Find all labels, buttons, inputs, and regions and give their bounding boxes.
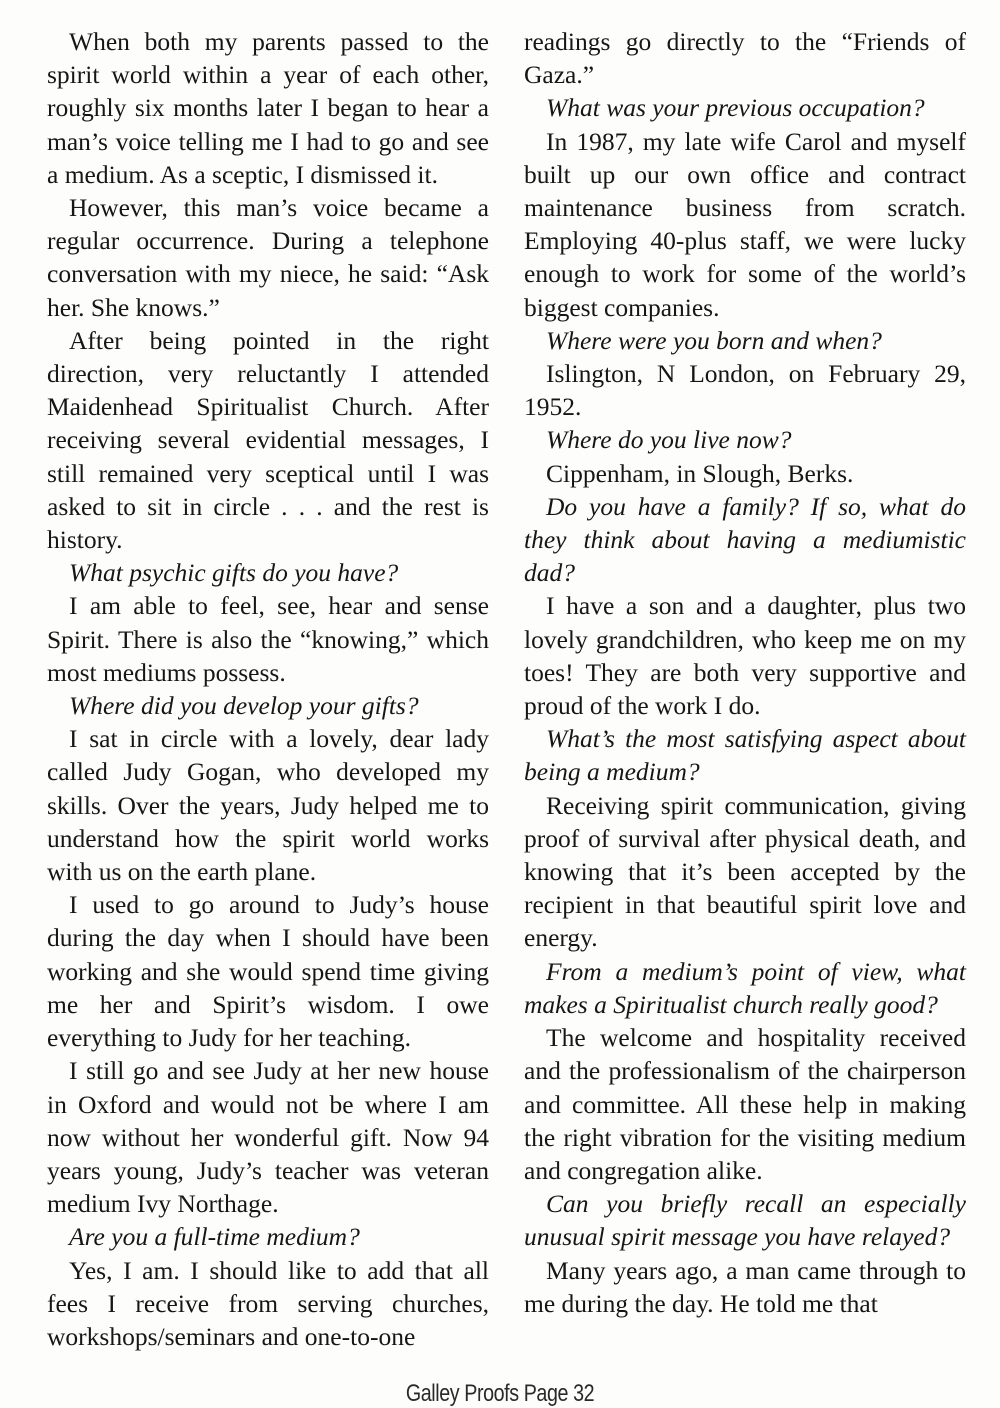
question-live-now: Where do you live now? [546,425,792,455]
answer-develop-gifts: I sat in circle with a lovely, dear lady called Judy Gogan, who developed my skills. Over the years, Judy helped me to understand how the spirit world works with us on the earth plane. [47,724,489,887]
question-family: Do you have a family? If so, what do they think about having a mediumistic dad? [524,491,966,588]
paragraph-mans-voice: However, this man’s voice became a regular occurrence. During a telephone conversation with my niece, he said: “Ask her. She knows.” [47,193,489,322]
question-unusual-message: Can you briefly recall an especially unusual spirit message you have relayed? [524,1189,966,1252]
paragraph-maidenhead-church: After being pointed in the right direction, very reluctantly I attended Maidenhead Spiritualist Church. After receiving several evidential messages, I still remained very sceptical until I was asked to sit in circle . . . and the rest is history. [47,325,489,555]
question-previous-occupation: What was your previous occupation? [546,93,925,123]
paragraph-parents-passing: When both my parents passed to the spirit world within a year of each other, roughly six months later I began to hear a man’s voice telling me I had to go and see a medium. As a sceptic, I dismissed it. [47,27,489,189]
left-column [47,25,489,1353]
answer-born: Islington, N London, on February 29, 1952. [524,359,966,422]
answer-full-time-medium: Yes, I am. I should like to add that all fees I receive from serving churches, workshops/seminars and one-to-one [47,1255,489,1351]
paragraph-friends-of-gaza: readings go directly to the “Friends of Gaza.” [524,27,966,90]
answer-most-satisfying: Receiving spirit communication, giving proof of survival after physical death, and knowing that it’s been accepted by the recipient in that beautiful spirit love and energy. [524,790,966,953]
question-born: Where were you born and when? [546,325,882,355]
question-full-time-medium: Are you a full-time medium? [69,1222,360,1252]
answer-live-now: Cippenham, in Slough, Berks. [546,458,854,488]
right-column [524,25,966,1320]
question-psychic-gifts: What psychic gifts do you have? [69,558,399,588]
answer-psychic-gifts: I am able to feel, see, hear and sense Spirit. There is also the “knowing,” which most mediums possess. [47,591,489,687]
question-develop-gifts: Where did you develop your gifts? [69,691,419,721]
answer-family: I have a son and a daughter, plus two lovely grandchildren, who keep me on my toes! They are both very supportive and proud of the work I do. [524,591,966,721]
paragraph-judys-house: I used to go around to Judy’s house during the day when I should have been working and she would spend time giving me her and Spirit’s wisdom. I owe everything to Judy for her teaching. [47,890,489,1053]
answer-unusual-message: Many years ago, a man came through to me during the day. He told me that [524,1255,966,1318]
answer-good-church: The welcome and hospitality received and the professionalism of the chairperson and committee. All these help in making the right vibration for the visiting medium and congregation alike. [524,1023,966,1185]
paragraph-judy-oxford: I still go and see Judy at her new house in Oxford and would not be where I am now without her wonderful gift. Now 94 years young, Judy’s teacher was veteran medium Ivy Northage. [47,1056,489,1219]
question-most-satisfying: What’s the most satisfying aspect about being a medium? [524,724,966,787]
answer-previous-occupation: In 1987, my late wife Carol and myself built up our own office and contract maintenance business from scratch. Employing 40-plus staff, we were lucky enough to work for some of the world’s biggest companies. [524,126,966,322]
page-footer: Galley Proofs Page 32 [405,1380,595,1407]
question-good-church: From a medium’s point of view, what makes a Spiritualist church really good? [524,956,966,1019]
